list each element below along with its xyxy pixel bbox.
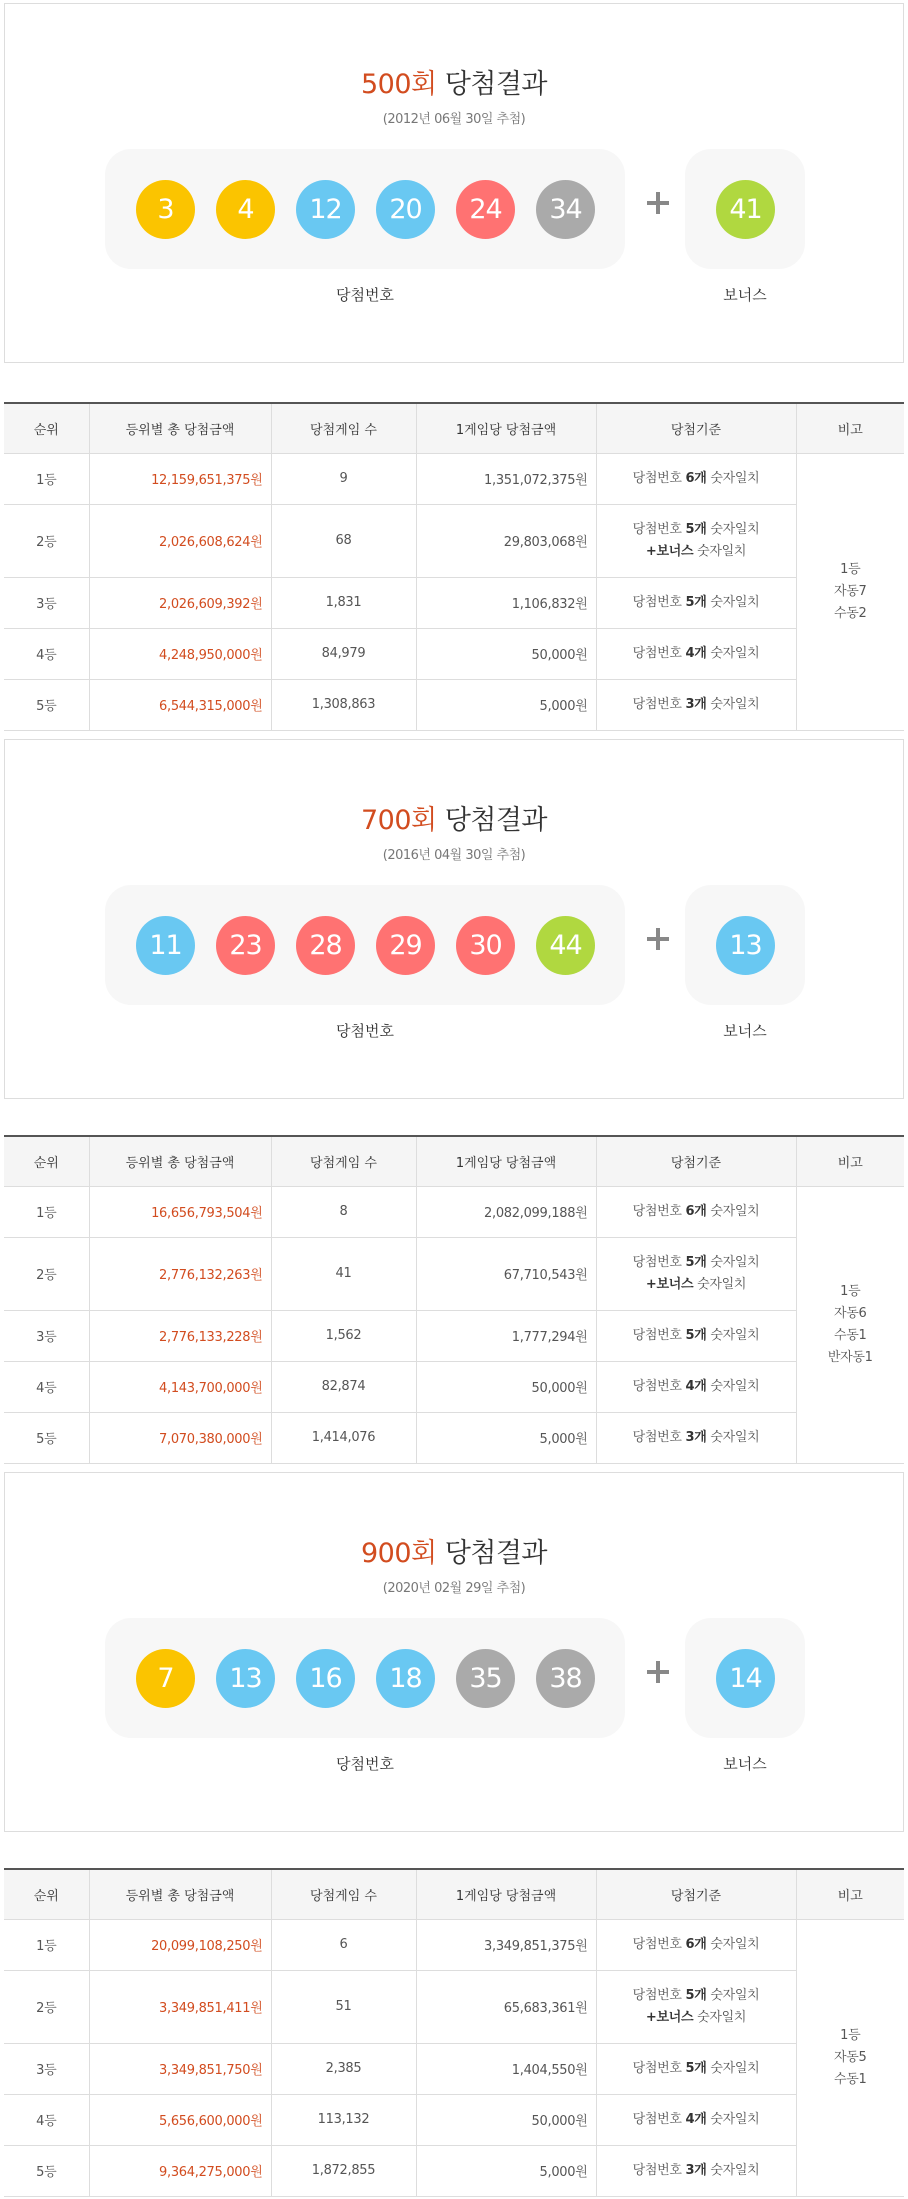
criteria-text: 당첨번호 bbox=[632, 470, 686, 486]
table-header-row bbox=[4, 403, 904, 453]
rank-cell: 3등 bbox=[4, 1310, 89, 1361]
criteria-text: +보너스 bbox=[645, 1276, 694, 1292]
table-header-row bbox=[4, 1869, 904, 1919]
winner-count-cell: 1,414,076 bbox=[271, 1412, 416, 1463]
criteria-text: 숫자일치 bbox=[706, 1987, 760, 2003]
table-row bbox=[4, 628, 904, 679]
bonus-number-panel bbox=[685, 1618, 805, 1738]
criteria-text: 3개 bbox=[685, 1429, 707, 1445]
number-ball: 13 bbox=[216, 1649, 275, 1708]
draw-date: (2016년 04월 30일 추첨) bbox=[382, 848, 526, 863]
total-prize-cell: 20,099,108,250원 bbox=[89, 1919, 271, 1970]
number-ball: 7 bbox=[136, 1649, 195, 1708]
criteria-text: 숫자일치 bbox=[706, 1936, 760, 1952]
note-line: 1등 bbox=[840, 1283, 861, 1299]
criteria-cell bbox=[596, 453, 796, 504]
column-header: 당첨기준 bbox=[596, 403, 796, 453]
per-game-prize-cell: 50,000원 bbox=[416, 2094, 596, 2145]
criteria-cell bbox=[596, 628, 796, 679]
criteria-text: 당첨번호 bbox=[632, 696, 686, 712]
note-line: 자동5 bbox=[834, 2049, 867, 2065]
plus-icon bbox=[645, 190, 671, 216]
per-game-prize-cell: 1,351,072,375원 bbox=[416, 453, 596, 504]
column-header: 등위별 총 당첨금액 bbox=[89, 403, 271, 453]
criteria-text: 숫자일치 bbox=[706, 2060, 760, 2076]
criteria-text: 당첨번호 bbox=[632, 594, 686, 610]
column-header: 비고 bbox=[796, 403, 904, 453]
per-game-prize-cell: 1,106,832원 bbox=[416, 577, 596, 628]
bonus-number-panel bbox=[685, 885, 805, 1005]
criteria-cell bbox=[596, 1361, 796, 1412]
criteria-text: +보너스 bbox=[645, 2009, 694, 2025]
plus-icon bbox=[645, 1659, 671, 1685]
criteria-cell bbox=[596, 1919, 796, 1970]
per-game-prize-cell: 50,000원 bbox=[416, 1361, 596, 1412]
criteria-text: 당첨번호 bbox=[632, 2111, 686, 2127]
total-prize-cell: 7,070,380,000원 bbox=[89, 1412, 271, 1463]
rank-cell: 5등 bbox=[4, 679, 89, 730]
rank-cell: 1등 bbox=[4, 453, 89, 504]
number-ball: 4 bbox=[216, 180, 275, 239]
total-prize-cell: 5,656,600,000원 bbox=[89, 2094, 271, 2145]
column-header: 비고 bbox=[796, 1136, 904, 1186]
number-ball: 20 bbox=[376, 180, 435, 239]
criteria-text: 5개 bbox=[685, 1327, 707, 1343]
criteria-cell bbox=[596, 1970, 796, 2043]
table-row bbox=[4, 1310, 904, 1361]
winner-count-cell: 2,385 bbox=[271, 2043, 416, 2094]
criteria-text: 당첨번호 bbox=[632, 521, 686, 537]
note-cell bbox=[796, 1919, 904, 2196]
title-suffix: 당첨결과 bbox=[444, 69, 548, 100]
rank-cell: 4등 bbox=[4, 628, 89, 679]
bonus-ball: 13 bbox=[716, 916, 775, 975]
winning-numbers-panel bbox=[105, 1618, 625, 1738]
round-number: 900회 bbox=[360, 1538, 437, 1569]
table-row bbox=[4, 577, 904, 628]
column-header: 당첨기준 bbox=[596, 1136, 796, 1186]
rank-cell: 1등 bbox=[4, 1919, 89, 1970]
table-row bbox=[4, 2145, 904, 2196]
criteria-text: 당첨번호 bbox=[632, 1254, 686, 1270]
per-game-prize-cell: 5,000원 bbox=[416, 1412, 596, 1463]
title-suffix: 당첨결과 bbox=[444, 805, 548, 836]
criteria-text: 당첨번호 bbox=[632, 1203, 686, 1219]
prize-table bbox=[4, 402, 904, 731]
total-prize-cell: 12,159,651,375원 bbox=[89, 453, 271, 504]
winning-numbers-panel bbox=[105, 885, 625, 1005]
number-ball: 12 bbox=[296, 180, 355, 239]
total-prize-cell: 6,544,315,000원 bbox=[89, 679, 271, 730]
number-ball: 38 bbox=[536, 1649, 595, 1708]
number-ball: 30 bbox=[456, 916, 515, 975]
per-game-prize-cell: 3,349,851,375원 bbox=[416, 1919, 596, 1970]
round-number: 500회 bbox=[360, 69, 437, 100]
criteria-text: 당첨번호 bbox=[632, 2060, 686, 2076]
bonus-caption: 보너스 bbox=[723, 1022, 767, 1040]
winning-numbers-caption: 당첨번호 bbox=[336, 1755, 394, 1773]
number-ball: 3 bbox=[136, 180, 195, 239]
note-line: 수동1 bbox=[834, 1327, 867, 1343]
rank-cell: 1등 bbox=[4, 1186, 89, 1237]
criteria-text: 당첨번호 bbox=[632, 1936, 686, 1952]
criteria-text: 6개 bbox=[685, 1936, 707, 1952]
criteria-text: 4개 bbox=[685, 2111, 707, 2127]
total-prize-cell: 2,776,132,263원 bbox=[89, 1237, 271, 1310]
criteria-cell bbox=[596, 1310, 796, 1361]
criteria-text: 3개 bbox=[685, 2162, 707, 2178]
table-row bbox=[4, 2094, 904, 2145]
per-game-prize-cell: 50,000원 bbox=[416, 628, 596, 679]
number-ball: 23 bbox=[216, 916, 275, 975]
note-line: 수동2 bbox=[834, 605, 867, 621]
rank-cell: 2등 bbox=[4, 1970, 89, 2043]
winner-count-cell: 1,831 bbox=[271, 577, 416, 628]
criteria-text: 5개 bbox=[685, 521, 707, 537]
winner-count-cell: 6 bbox=[271, 1919, 416, 1970]
table-row bbox=[4, 504, 904, 577]
draw-title bbox=[5, 1531, 903, 1570]
note-cell bbox=[796, 453, 904, 730]
criteria-cell bbox=[596, 1412, 796, 1463]
criteria-text: 당첨번호 bbox=[632, 1378, 686, 1394]
number-ball: 35 bbox=[456, 1649, 515, 1708]
prize-table bbox=[4, 1868, 904, 2197]
criteria-text: 숫자일치 bbox=[706, 1327, 760, 1343]
criteria-text: 당첨번호 bbox=[632, 1327, 686, 1343]
winner-count-cell: 9 bbox=[271, 453, 416, 504]
draw-result-box bbox=[4, 3, 904, 363]
total-prize-cell: 3,349,851,750원 bbox=[89, 2043, 271, 2094]
total-prize-cell: 16,656,793,504원 bbox=[89, 1186, 271, 1237]
column-header: 1게임당 당첨금액 bbox=[416, 403, 596, 453]
total-prize-cell: 4,248,950,000원 bbox=[89, 628, 271, 679]
column-header: 1게임당 당첨금액 bbox=[416, 1136, 596, 1186]
number-ball: 18 bbox=[376, 1649, 435, 1708]
criteria-text: 3개 bbox=[685, 696, 707, 712]
column-header: 등위별 총 당첨금액 bbox=[89, 1136, 271, 1186]
column-header: 당첨기준 bbox=[596, 1869, 796, 1919]
column-header: 당첨게임 수 bbox=[271, 403, 416, 453]
note-line: 수동1 bbox=[834, 2071, 867, 2087]
bonus-number-panel bbox=[685, 149, 805, 269]
draw-title bbox=[5, 62, 903, 101]
total-prize-cell: 2,776,133,228원 bbox=[89, 1310, 271, 1361]
criteria-text: 5개 bbox=[685, 1987, 707, 2003]
draw-result-box bbox=[4, 739, 904, 1099]
table-row bbox=[4, 1361, 904, 1412]
plus-icon bbox=[645, 926, 671, 952]
criteria-text: 당첨번호 bbox=[632, 1429, 686, 1445]
round-number: 700회 bbox=[360, 805, 437, 836]
criteria-text: 숫자일치 bbox=[706, 470, 760, 486]
criteria-cell bbox=[596, 1186, 796, 1237]
column-header: 순위 bbox=[4, 1869, 89, 1919]
criteria-text: 숫자일치 bbox=[706, 1254, 760, 1270]
rank-cell: 4등 bbox=[4, 2094, 89, 2145]
winner-count-cell: 113,132 bbox=[271, 2094, 416, 2145]
winner-count-cell: 84,979 bbox=[271, 628, 416, 679]
criteria-text: 5개 bbox=[685, 594, 707, 610]
number-ball: 24 bbox=[456, 180, 515, 239]
column-header: 비고 bbox=[796, 1869, 904, 1919]
criteria-text: 숫자일치 bbox=[693, 2009, 747, 2025]
draw-result-box bbox=[4, 1472, 904, 1832]
rank-cell: 4등 bbox=[4, 1361, 89, 1412]
number-ball: 44 bbox=[536, 916, 595, 975]
winner-count-cell: 41 bbox=[271, 1237, 416, 1310]
winning-numbers-panel bbox=[105, 149, 625, 269]
total-prize-cell: 9,364,275,000원 bbox=[89, 2145, 271, 2196]
criteria-text: 당첨번호 bbox=[632, 2162, 686, 2178]
criteria-text: 숫자일치 bbox=[706, 696, 760, 712]
criteria-text: 숫자일치 bbox=[693, 543, 747, 559]
criteria-cell bbox=[596, 577, 796, 628]
criteria-text: 숫자일치 bbox=[706, 2111, 760, 2127]
per-game-prize-cell: 1,404,550원 bbox=[416, 2043, 596, 2094]
table-row bbox=[4, 1186, 904, 1237]
table-row bbox=[4, 453, 904, 504]
winner-count-cell: 68 bbox=[271, 504, 416, 577]
criteria-text: 숫자일치 bbox=[706, 1378, 760, 1394]
criteria-text: 숫자일치 bbox=[706, 521, 760, 537]
total-prize-cell: 2,026,609,392원 bbox=[89, 577, 271, 628]
criteria-text: 숫자일치 bbox=[706, 1429, 760, 1445]
criteria-cell bbox=[596, 679, 796, 730]
rank-cell: 5등 bbox=[4, 1412, 89, 1463]
criteria-text: 숫자일치 bbox=[706, 645, 760, 661]
column-header: 당첨게임 수 bbox=[271, 1136, 416, 1186]
rank-cell: 5등 bbox=[4, 2145, 89, 2196]
criteria-cell bbox=[596, 2094, 796, 2145]
winning-numbers-caption: 당첨번호 bbox=[336, 1022, 394, 1040]
note-line: 1등 bbox=[840, 2027, 861, 2043]
note-line: 반자동1 bbox=[827, 1349, 873, 1365]
column-header: 순위 bbox=[4, 403, 89, 453]
criteria-text: 당첨번호 bbox=[632, 1987, 686, 2003]
criteria-text: 6개 bbox=[685, 1203, 707, 1219]
rank-cell: 3등 bbox=[4, 2043, 89, 2094]
rank-cell: 2등 bbox=[4, 504, 89, 577]
draw-title bbox=[5, 798, 903, 837]
winner-count-cell: 51 bbox=[271, 1970, 416, 2043]
table-row bbox=[4, 1412, 904, 1463]
total-prize-cell: 3,349,851,411원 bbox=[89, 1970, 271, 2043]
table-header-row bbox=[4, 1136, 904, 1186]
per-game-prize-cell: 29,803,068원 bbox=[416, 504, 596, 577]
winner-count-cell: 82,874 bbox=[271, 1361, 416, 1412]
winner-count-cell: 1,308,863 bbox=[271, 679, 416, 730]
per-game-prize-cell: 2,082,099,188원 bbox=[416, 1186, 596, 1237]
criteria-text: 숫자일치 bbox=[706, 1203, 760, 1219]
criteria-text: 5개 bbox=[685, 2060, 707, 2076]
note-line: 자동7 bbox=[834, 583, 867, 599]
criteria-text: 6개 bbox=[685, 470, 707, 486]
criteria-text: 당첨번호 bbox=[632, 645, 686, 661]
bonus-caption: 보너스 bbox=[723, 1755, 767, 1773]
column-header: 순위 bbox=[4, 1136, 89, 1186]
total-prize-cell: 4,143,700,000원 bbox=[89, 1361, 271, 1412]
rank-cell: 2등 bbox=[4, 1237, 89, 1310]
criteria-text: 숫자일치 bbox=[706, 594, 760, 610]
note-line: 자동6 bbox=[834, 1305, 867, 1321]
table-row bbox=[4, 1919, 904, 1970]
winner-count-cell: 8 bbox=[271, 1186, 416, 1237]
winning-numbers-caption: 당첨번호 bbox=[336, 286, 394, 304]
column-header: 등위별 총 당첨금액 bbox=[89, 1869, 271, 1919]
criteria-text: +보너스 bbox=[645, 543, 694, 559]
per-game-prize-cell: 5,000원 bbox=[416, 2145, 596, 2196]
criteria-cell bbox=[596, 1237, 796, 1310]
table-row bbox=[4, 2043, 904, 2094]
per-game-prize-cell: 67,710,543원 bbox=[416, 1237, 596, 1310]
prize-table bbox=[4, 1135, 904, 1464]
number-ball: 16 bbox=[296, 1649, 355, 1708]
note-cell bbox=[796, 1186, 904, 1463]
table-row bbox=[4, 1970, 904, 2043]
winner-count-cell: 1,872,855 bbox=[271, 2145, 416, 2196]
number-ball: 11 bbox=[136, 916, 195, 975]
bonus-ball: 14 bbox=[716, 1649, 775, 1708]
per-game-prize-cell: 5,000원 bbox=[416, 679, 596, 730]
per-game-prize-cell: 65,683,361원 bbox=[416, 1970, 596, 2043]
column-header: 1게임당 당첨금액 bbox=[416, 1869, 596, 1919]
criteria-text: 숫자일치 bbox=[693, 1276, 747, 1292]
rank-cell: 3등 bbox=[4, 577, 89, 628]
table-row bbox=[4, 679, 904, 730]
draw-date: (2012년 06월 30일 추첨) bbox=[382, 112, 526, 127]
per-game-prize-cell: 1,777,294원 bbox=[416, 1310, 596, 1361]
title-suffix: 당첨결과 bbox=[444, 1538, 548, 1569]
criteria-cell bbox=[596, 504, 796, 577]
draw-date: (2020년 02월 29일 추첨) bbox=[382, 1581, 526, 1596]
number-ball: 29 bbox=[376, 916, 435, 975]
column-header: 당첨게임 수 bbox=[271, 1869, 416, 1919]
criteria-text: 4개 bbox=[685, 645, 707, 661]
bonus-ball: 41 bbox=[716, 180, 775, 239]
criteria-cell bbox=[596, 2145, 796, 2196]
note-line: 1등 bbox=[840, 561, 861, 577]
total-prize-cell: 2,026,608,624원 bbox=[89, 504, 271, 577]
criteria-text: 숫자일치 bbox=[706, 2162, 760, 2178]
number-ball: 28 bbox=[296, 916, 355, 975]
criteria-text: 4개 bbox=[685, 1378, 707, 1394]
number-ball: 34 bbox=[536, 180, 595, 239]
criteria-cell bbox=[596, 2043, 796, 2094]
criteria-text: 5개 bbox=[685, 1254, 707, 1270]
winner-count-cell: 1,562 bbox=[271, 1310, 416, 1361]
table-row bbox=[4, 1237, 904, 1310]
bonus-caption: 보너스 bbox=[723, 286, 767, 304]
